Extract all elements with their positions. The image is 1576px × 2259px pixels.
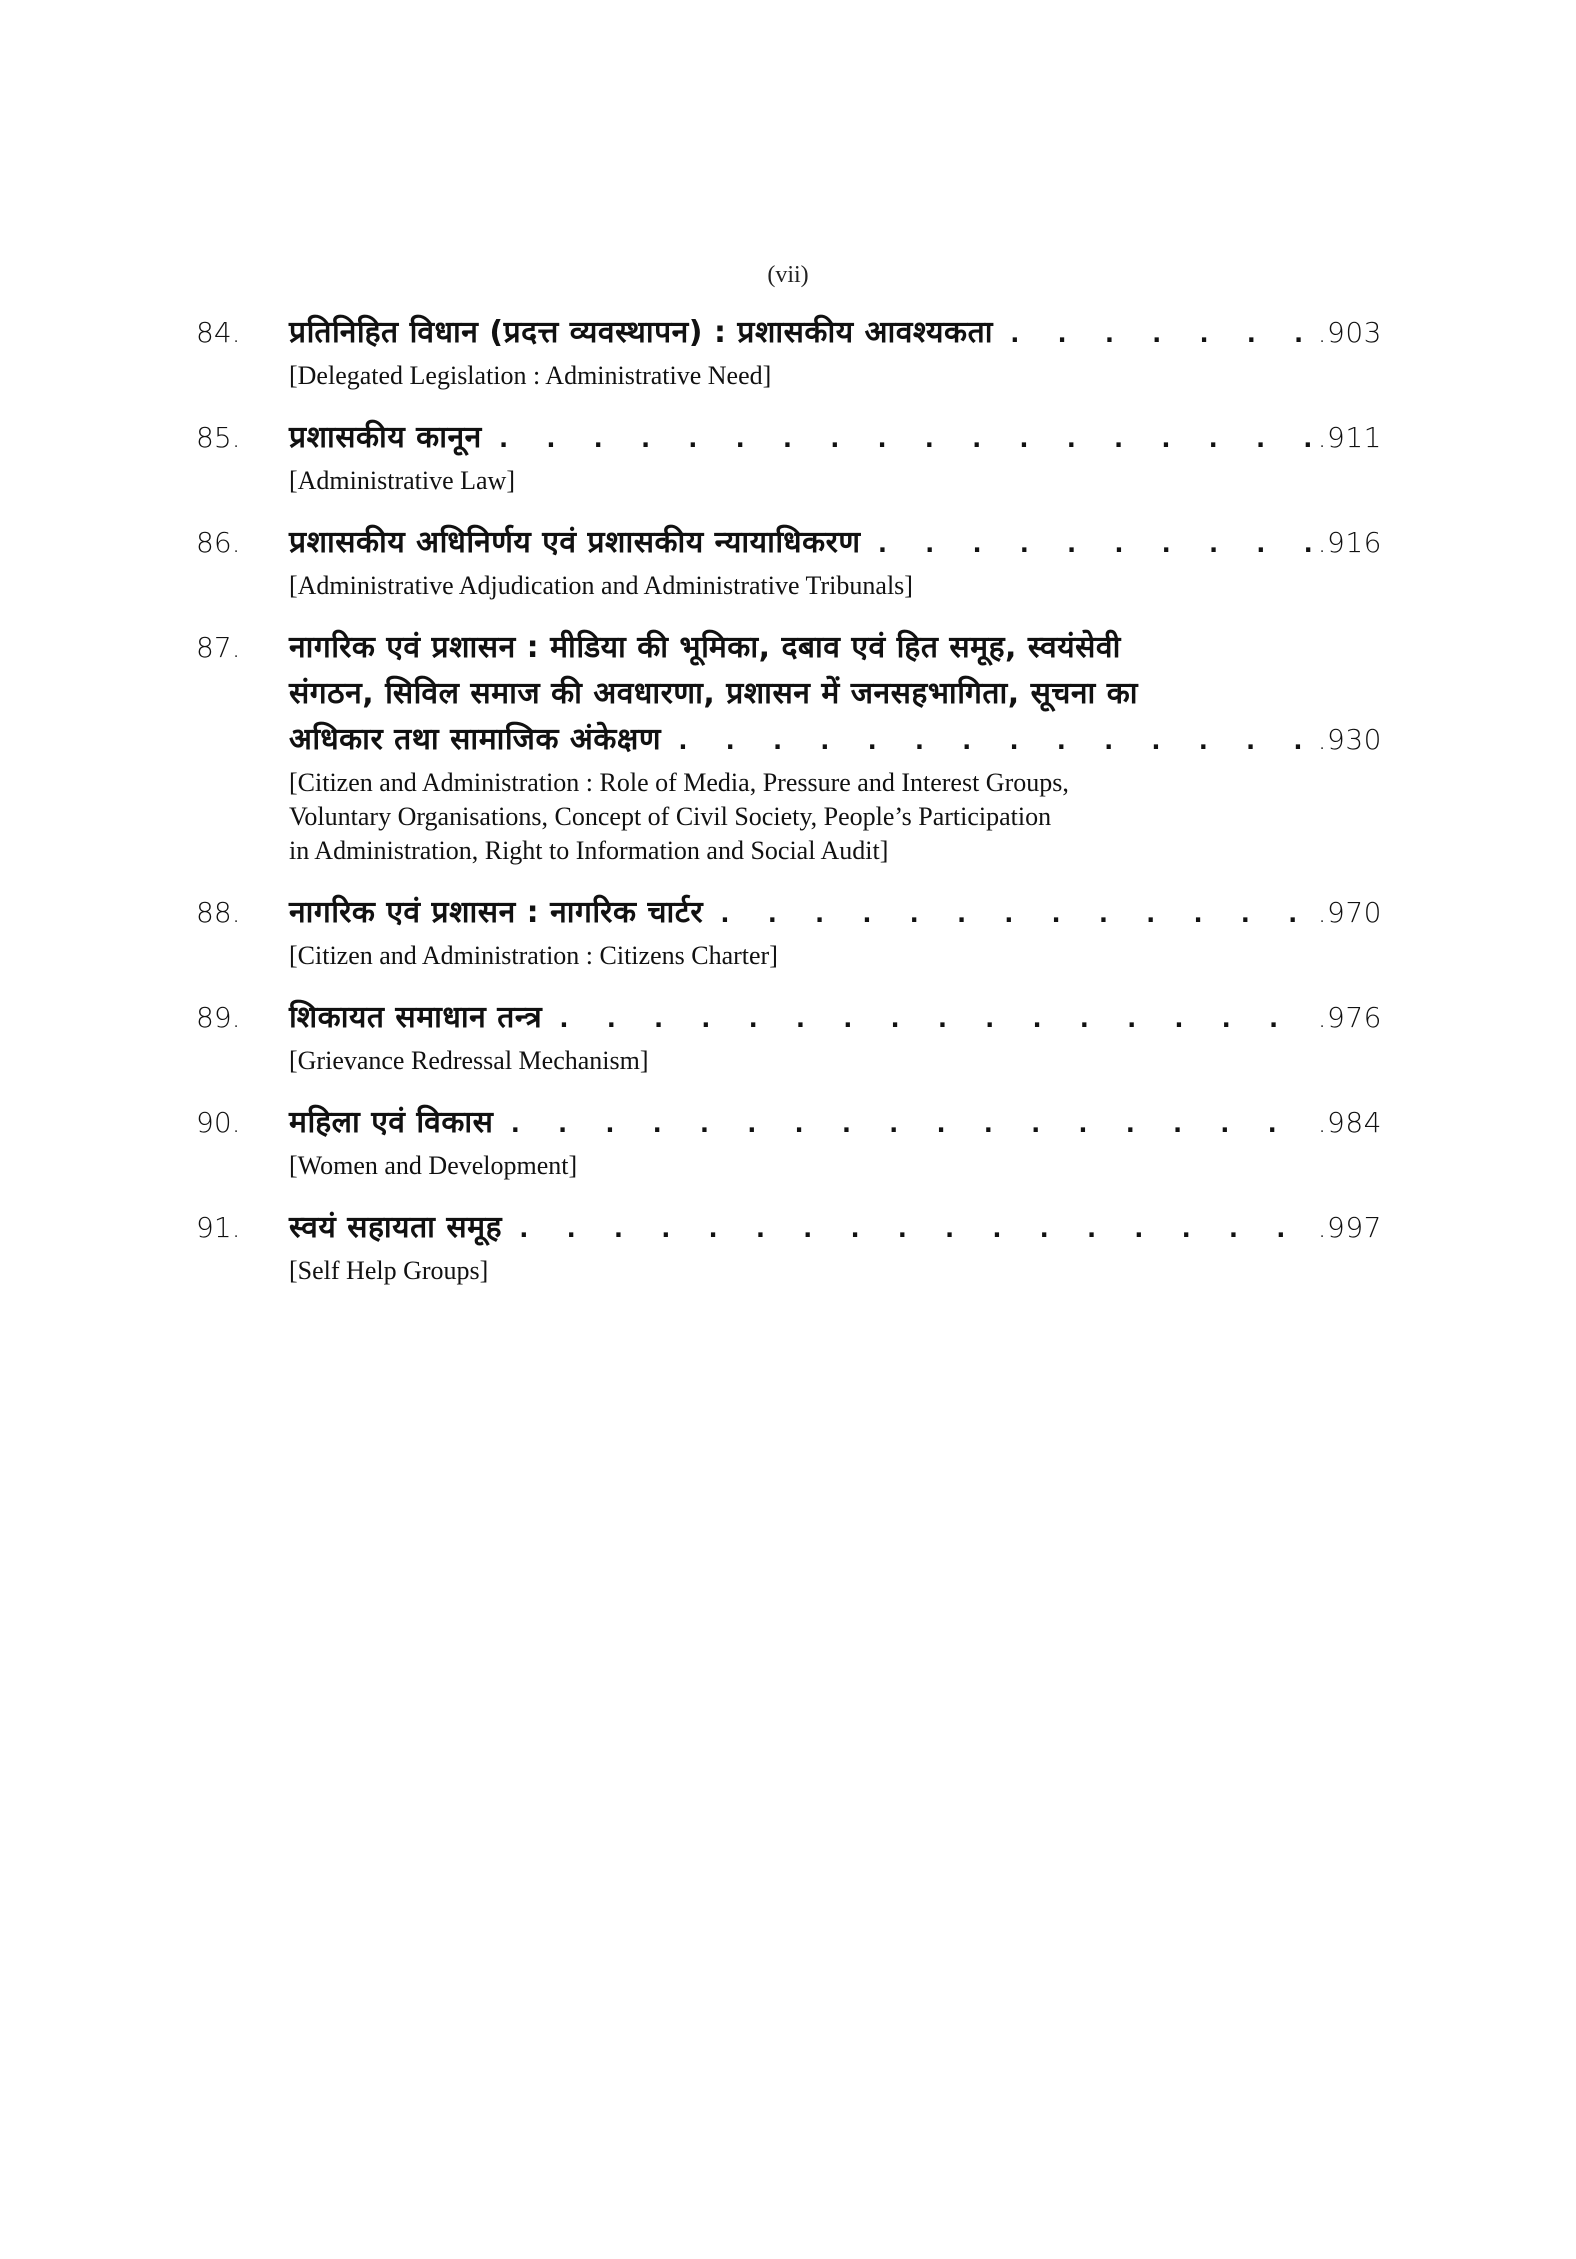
hindi-title-line: प्रशासकीय अधिनिर्णय एवं प्रशासकीय न्यायाधिकरण bbox=[289, 525, 861, 560]
entry-number: 85. bbox=[196, 421, 241, 454]
hindi-title-line: महिला एवं विकास bbox=[289, 1105, 494, 1140]
entry-english-title bbox=[289, 464, 1382, 498]
entry-english-title bbox=[289, 939, 1382, 973]
table-of-contents bbox=[196, 310, 1382, 1310]
dot-leader bbox=[496, 416, 1314, 462]
english-title-line: in Administration, Right to Information and Social Audit] bbox=[289, 836, 889, 865]
english-title-line: [Self Help Groups] bbox=[289, 1256, 489, 1285]
entry-page-number: .911 bbox=[1317, 421, 1382, 454]
toc-entry[interactable] bbox=[196, 1100, 1382, 1183]
hindi-title-line: नागरिक एवं प्रशासन : मीडिया की भूमिका, दबाव एवं हित समूह, स्वयंसेवी bbox=[289, 630, 1121, 665]
toc-entry[interactable] bbox=[196, 890, 1382, 973]
entry-number: 88. bbox=[196, 896, 241, 929]
hindi-title-line: प्रशासकीय कानून bbox=[289, 420, 482, 455]
hindi-title-line: स्वयं सहायता समूह bbox=[289, 1210, 503, 1245]
entry-page-number: .930 bbox=[1317, 723, 1382, 756]
english-title-line: Voluntary Organisations, Concept of Civil Society, People’s Participation bbox=[289, 802, 1052, 831]
english-title-line: [Administrative Adjudication and Administrative Tribunals] bbox=[289, 571, 913, 600]
entry-hindi-title bbox=[289, 1205, 1382, 1252]
dot-leader bbox=[516, 1206, 1314, 1252]
toc-entry[interactable] bbox=[196, 1205, 1382, 1288]
entry-hindi-title bbox=[289, 995, 1382, 1042]
dot-leader bbox=[507, 1101, 1313, 1147]
english-title-line: [Women and Development] bbox=[289, 1151, 578, 1180]
entry-english-title bbox=[289, 1044, 1382, 1078]
entry-number: 86. bbox=[196, 526, 241, 559]
entry-page-number: .984 bbox=[1317, 1106, 1382, 1139]
english-title-line: [Grievance Redressal Mechanism] bbox=[289, 1046, 649, 1075]
entry-english-title bbox=[289, 766, 1382, 868]
entry-number: 87. bbox=[196, 631, 241, 664]
entry-page-number: .976 bbox=[1317, 1001, 1382, 1034]
entry-number: 91. bbox=[196, 1211, 241, 1244]
toc-entry[interactable] bbox=[196, 520, 1382, 603]
toc-entry[interactable] bbox=[196, 625, 1382, 868]
hindi-title-line: संगठन, सिविल समाज की अवधारणा, प्रशासन में जनसहभागिता, सूचना का bbox=[289, 676, 1139, 711]
page-number: (vii) bbox=[767, 262, 809, 288]
entry-page-number: .903 bbox=[1317, 316, 1382, 349]
hindi-title-line: नागरिक एवं प्रशासन : नागरिक चार्टर bbox=[289, 895, 704, 930]
entry-number: 84. bbox=[196, 316, 241, 349]
toc-entry[interactable] bbox=[196, 995, 1382, 1078]
toc-entry[interactable] bbox=[196, 415, 1382, 498]
entry-english-title bbox=[289, 1254, 1382, 1288]
entry-hindi-title bbox=[289, 625, 1382, 764]
hindi-title-line: अधिकार तथा सामाजिक अंकेक्षण bbox=[289, 722, 662, 757]
hindi-title-line: प्रतिनिहित विधान (प्रदत्त व्यवस्थापन) : प्रशासकीय आवश्यकता bbox=[289, 315, 993, 350]
toc-entry[interactable] bbox=[196, 310, 1382, 393]
entry-page-number: .997 bbox=[1317, 1211, 1382, 1244]
entry-english-title bbox=[289, 569, 1382, 603]
entry-page-number: .970 bbox=[1317, 896, 1382, 929]
entry-number: 90. bbox=[196, 1106, 241, 1139]
entry-hindi-title bbox=[289, 310, 1382, 357]
dot-leader bbox=[717, 891, 1314, 937]
hindi-title-line: शिकायत समाधान तन्त्र bbox=[289, 1000, 543, 1035]
english-title-line: [Citizen and Administration : Role of Media, Pressure and Interest Groups, bbox=[289, 768, 1069, 797]
dot-leader bbox=[1007, 311, 1314, 357]
entry-hindi-title bbox=[289, 520, 1382, 567]
entry-hindi-title bbox=[289, 890, 1382, 937]
english-title-line: [Delegated Legislation : Administrative Need] bbox=[289, 361, 772, 390]
english-title-line: [Administrative Law] bbox=[289, 466, 515, 495]
english-title-line: [Citizen and Administration : Citizens Charter] bbox=[289, 941, 778, 970]
entry-number: 89. bbox=[196, 1001, 241, 1034]
entry-english-title bbox=[289, 1149, 1382, 1183]
dot-leader bbox=[875, 521, 1314, 567]
dot-leader bbox=[675, 718, 1314, 764]
entry-hindi-title bbox=[289, 415, 1382, 462]
dot-leader bbox=[556, 996, 1314, 1042]
entry-hindi-title bbox=[289, 1100, 1382, 1147]
entry-page-number: .916 bbox=[1317, 526, 1382, 559]
entry-english-title bbox=[289, 359, 1382, 393]
